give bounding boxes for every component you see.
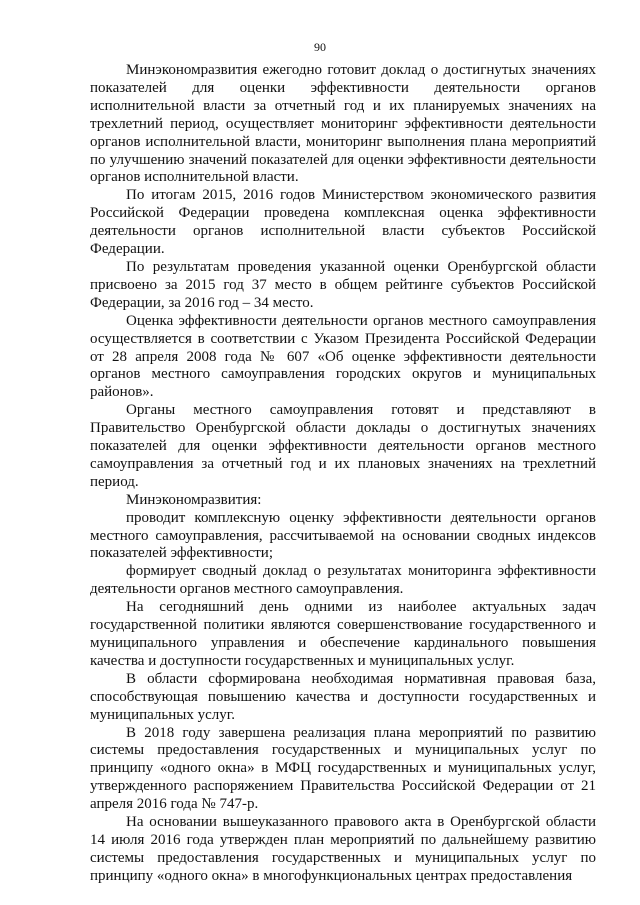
paragraph: В 2018 году завершена реализация плана мероприятий по развитию системы предоставления государственных и муниципальных услуг по принципу «одного окна» в МФЦ государственных и муниципальных услуг, утвержденного распоряжением Правительства Российской Федерации от 21 апреля 2016 года № 747-р. bbox=[90, 724, 596, 813]
paragraph: Минэкономразвития: bbox=[126, 491, 262, 508]
paragraph: Минэкономразвития ежегодно готовит доклад о достигнутых значениях показателей для оценки эффективности деятельности органов исполнительной власти за отчетный год и их планируемых значениях на трехлетний период, осуществляет мониторинг эффективности деятельности органов исполнительной власти, мониторинг выполнения плана мероприятий по улучшению значений показателей для оценки эффективности деятельности органов исполнительной власти. bbox=[90, 62, 596, 186]
paragraph: формирует сводный доклад о результатах мониторинга эффективности деятельности органов местного самоуправления. bbox=[90, 563, 596, 598]
paragraph: Оценка эффективности деятельности органов местного самоуправления осуществляется в соответствии с Указом Президента Российской Федерации от 28 апреля 2008 года № 607 «Об оценке эффективности деятельности органов местного самоуправления городских округов и муниципальных районов». bbox=[90, 312, 596, 401]
paragraph: По результатам проведения указанной оценки Оренбургской области присвоено за 2015 год 37 место в общем рейтинге субъектов Российской Федерации, за 2016 год – 34 место. bbox=[90, 258, 596, 311]
page-number: 90 bbox=[314, 40, 326, 54]
body-text bbox=[90, 62, 596, 886]
paragraph: В области сформирована необходимая нормативная правовая база, способствующая повышению качества и доступности государственных и муниципальных услуг. bbox=[90, 670, 596, 723]
paragraph: проводит комплексную оценку эффективности деятельности органов местного самоуправления, рассчитываемой на основании сводных индексов показателей эффективности; bbox=[90, 509, 596, 562]
paragraph: На основании вышеуказанного правового акта в Оренбургской области 14 июля 2016 года утвержден план мероприятий по дальнейшему развитию системы предоставления государственных и муниципальных услуг по принципу «одного окна» в многофункциональных центрах предоставления bbox=[90, 814, 596, 884]
paragraph: По итогам 2015, 2016 годов Министерством экономического развития Российской Федерации проведена комплексная оценка эффективности деятельности органов исполнительной власти субъектов Российской Федерации. bbox=[90, 187, 596, 258]
paragraph: Органы местного самоуправления готовят и представляют в Правительство Оренбургской области доклады о достигнутых значениях показателей для оценки эффективности деятельности органов местного самоуправления за отчетный год и их плановых значениях на трехлетний период. bbox=[90, 402, 596, 490]
paragraph: На сегодняшний день одними из наиболее актуальных задач государственной политики являются совершенствование государственного и муниципального управления и обеспечение кардинального повышения качества и доступности государственных и муниципальных услуг. bbox=[90, 599, 596, 669]
